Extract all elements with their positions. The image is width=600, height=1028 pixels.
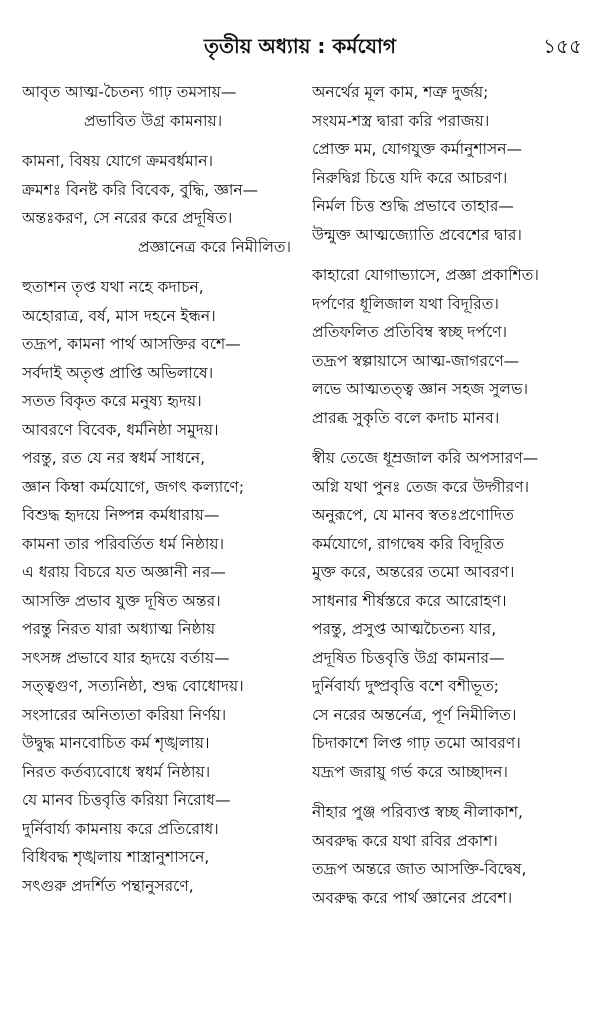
stanza [312, 444, 590, 786]
verse-line: লভে আত্মতত্ত্ব জ্ঞান সহজ সুলভ। [312, 380, 529, 398]
verse-line: উন্মুক্ত আত্মজ্যোতি প্রবেশের দ্বার। [312, 225, 522, 244]
verse-line: কর্মযোগে, রাগদ্বেষ করি বিদূরিত [312, 534, 504, 553]
stanza-gap [312, 786, 590, 798]
stanza [22, 273, 296, 900]
verse-line: অনুরূপে, যে মানব স্বতঃপ্রণোদিত [312, 506, 514, 524]
chapter-title: তৃতীয় অধ্যায় : কর্মযোগ [204, 34, 396, 58]
verse-line: বিধিবদ্ধ শৃঙ্খলায় শাস্ত্রানুশাসনে, [22, 848, 210, 866]
stanza-gap [312, 432, 590, 444]
verse-line: বিশুদ্ধ হৃদয়ে নিষ্পন্ন কর্মধারায়— [22, 506, 220, 524]
verse-line: অনর্থের মূল কাম, শত্রু দুর্জয়; [312, 83, 489, 101]
verse-line: মুক্ত করে, অন্তরের তমো আবরণ। [312, 563, 515, 581]
stanza-gap [312, 249, 590, 261]
verse-line: নির্মল চিত্ত শুদ্ধি প্রভাবে তাহার— [312, 197, 514, 215]
stanza [312, 78, 590, 249]
verse-line: নীহার পুঞ্জ পরিব্যপ্ত স্বচ্ছ নীলাকাশ, [312, 803, 523, 821]
verse-line: নিরুদ্বিগ্ন চিত্তে যদি করে আচরণ। [312, 168, 508, 187]
verse-line: স্বীয় তেজে ধূম্রজাল করি অপসারণ— [312, 449, 539, 467]
verse-line: কামনা, বিষয় যোগে ক্রমবর্ধমান। [22, 152, 214, 170]
verse-line: প্রতিফলিত প্রতিবিম্ব স্বচ্ছ দর্পণে। [312, 323, 508, 341]
verse-line: অগ্নি যথা পুনঃ তেজ করে উদ্গীরণ। [312, 477, 530, 496]
verse-line: কাহারো যোগাভ্যাসে, প্রজ্ঞা প্রকাশিত। [312, 266, 539, 284]
verse-line: পরন্তু, রত যে নর স্বধর্ম সাধনে, [22, 449, 205, 467]
stanza [22, 78, 296, 135]
verse-line: অবরুদ্ধ করে পার্থ জ্ঞানের প্রবেশ। [312, 888, 513, 907]
verse-line: তদ্রূপ, কামনা পার্থ আসক্তির বশে— [22, 335, 241, 353]
stanza [312, 261, 590, 432]
right-column [312, 78, 590, 912]
verse-line: দুর্নিবার্য্য কামনায় করে প্রতিরোধ। [22, 819, 219, 838]
verse-line: তদ্রূপ অন্তরে জাত আসক্তি-বিদ্বেষ, [312, 860, 527, 878]
verse-line: অবরুদ্ধ করে যথা রবির প্রকাশ। [312, 831, 498, 850]
verse-line: প্রভাবিত উগ্র কামনায়। [84, 111, 223, 130]
verse-line: সংযম-শস্ত্র দ্বারা করি পরাজয়। [312, 111, 490, 130]
verse-line: সংসারের অনিত্যতা করিয়া নির্ণয়। [22, 705, 227, 724]
verse-line: দুর্নিবার্য্য দুষ্প্রবৃত্তি বশে বশীভূত; [312, 677, 499, 695]
stanza [22, 147, 296, 261]
page-number: ১৫৫ [543, 34, 582, 58]
verse-line: যে মানব চিত্তবৃত্তি করিয়া নিরোধ— [22, 791, 231, 809]
verse-line: প্রারব্ধ সুকৃতি বলে কদাচ মানব। [312, 408, 500, 427]
verse-line: দর্পণের ধূলিজাল যথা বিদূরিত। [312, 294, 499, 313]
verse-line: সাধনার শীর্ষস্তরে করে আরোহণ। [312, 591, 507, 610]
verse-line: সর্বদাই অতৃপ্ত প্রাপ্তি অভিলাষে। [22, 363, 214, 382]
verse-line: সৎসঙ্গ প্রভাবে যার হৃদয়ে বর্তায়— [22, 648, 230, 667]
stanza-gap [22, 135, 296, 147]
verse-line: সৎগুরু প্রদর্শিত পন্থানুসরণে, [22, 876, 194, 895]
verse-line: অন্তঃকরণ, সে নরের করে প্রদূষিত। [22, 209, 233, 227]
verse-line: যদ্রূপ জরায়ু গর্ভ করে আচ্ছাদন। [312, 762, 508, 781]
verse-line: আসক্তি প্রভাব যুক্ত দূষিত অন্তর। [22, 591, 221, 610]
verse-line: হুতাশন তৃপ্ত যথা নহে কদাচন, [22, 278, 204, 296]
verse-line: কামনা তার পরিবর্তিত ধর্ম নিষ্ঠায়। [22, 534, 225, 553]
verse-line: এ ধরায় বিচরে যত অজ্ঞানী নর— [22, 563, 226, 581]
verse-line: প্রজ্ঞানেত্র করে নিমীলিত। [138, 237, 292, 256]
verse-line: উদ্বুদ্ধ মানবোচিত কর্ম শৃঙ্খলায়। [22, 734, 210, 752]
verse-line: পরন্তু নিরত যারা অধ্যাত্ম নিষ্ঠায় [22, 620, 216, 638]
verse-line: চিদাকাশে লিপ্ত গাঢ় তমো আবরণ। [312, 734, 521, 752]
verse-line: নিরত কর্তব্যবোধে স্বধর্ম নিষ্ঠায়। [22, 762, 211, 781]
verse-line: অহোরাত্র, বর্ষ, মাস দহনে ইন্ধন। [22, 306, 216, 325]
verse-line: প্রোক্ত মম, যোগযুক্ত কর্মানুশাসন— [312, 140, 523, 158]
verse-line: পরন্তু, প্রসুপ্ত আত্মচৈতন্য যার, [312, 620, 497, 638]
verse-line: সত্ত্বগুণ, সত্যনিষ্ঠা, শুদ্ধ বোধোদয়। [22, 677, 244, 695]
stanza-gap [22, 261, 296, 273]
verse-line: আবৃত আত্ম-চৈতন্য গাঢ় তমসায়— [22, 83, 237, 101]
verse-line: সতত বিকৃত করে মনুষ্য হৃদয়। [22, 392, 202, 410]
verse-line: ক্রমশঃ বিনষ্ট করি বিবেক, বুদ্ধি, জ্ঞান— [22, 180, 259, 199]
stanza [312, 798, 590, 912]
verse-line: সে নরের অন্তর্নেত্র, পূর্ণ নিমীলিত। [312, 705, 517, 724]
verse-line: আবরণে বিবেক, ধর্মনিষ্ঠা সমুদয়। [22, 420, 219, 439]
verse-line: তদ্রূপ স্বল্পায়াসে আত্ম-জাগরণে— [312, 351, 520, 370]
verse-line: প্রদূষিত চিত্তবৃত্তি উগ্র কামনার— [312, 648, 505, 667]
page-header [0, 30, 600, 64]
left-column [22, 78, 296, 900]
verse-line: জ্ঞান কিম্বা কর্মযোগে, জগৎ কল্যাণে; [22, 477, 245, 496]
